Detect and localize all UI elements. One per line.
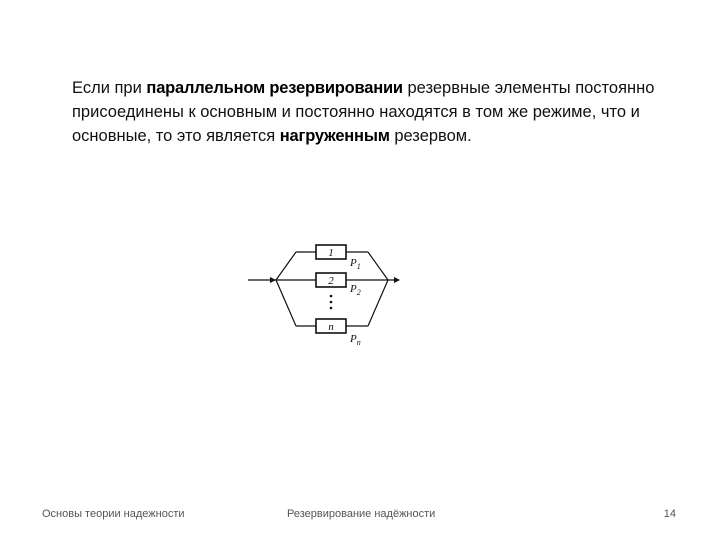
body-paragraph [72,76,672,148]
term-loaded: нагруженным [279,127,390,145]
probability-label-n-base: P [350,333,357,345]
footer-page-number: 14 [663,508,676,520]
fan-in-bottom [368,280,388,326]
element-block-2-label: 2 [328,275,334,287]
term-parallel-redundancy: параллельном резервировании [146,79,403,97]
footer-course-title: Основы теории надежности [42,508,185,520]
fan-out-top [276,252,296,280]
probability-label-n [349,333,361,347]
probability-label-2-sub: 2 [356,288,361,297]
probability-label-1 [349,257,361,271]
probability-label-2 [349,283,361,297]
element-block-n-label: n [328,321,334,333]
ellipsis-dot-2 [330,301,333,304]
probability-label-2-base: P [350,283,357,295]
probability-label-1-base: P [350,257,357,269]
element-block-1-label: 1 [328,247,334,259]
parallel-redundancy-diagram [240,236,400,356]
probability-label-1-sub: 1 [356,262,361,271]
probability-label-n-sub: n [356,338,361,347]
ellipsis-dot-1 [330,295,333,298]
text-part-2: резервные элементы постоянно присоединены к основным и постоянно находятся в том же режиме, что и основные, то это является [72,79,655,145]
text-part-1: Если при [72,79,147,97]
text-part-3: резервом. [389,127,472,145]
fan-in-top [368,252,388,280]
output-arrow-icon [394,277,400,283]
footer-topic-title: Резервирование надёжности [287,508,436,520]
input-arrow-icon [270,277,276,283]
ellipsis-dot-3 [330,307,333,310]
fan-out-bottom [276,280,296,326]
